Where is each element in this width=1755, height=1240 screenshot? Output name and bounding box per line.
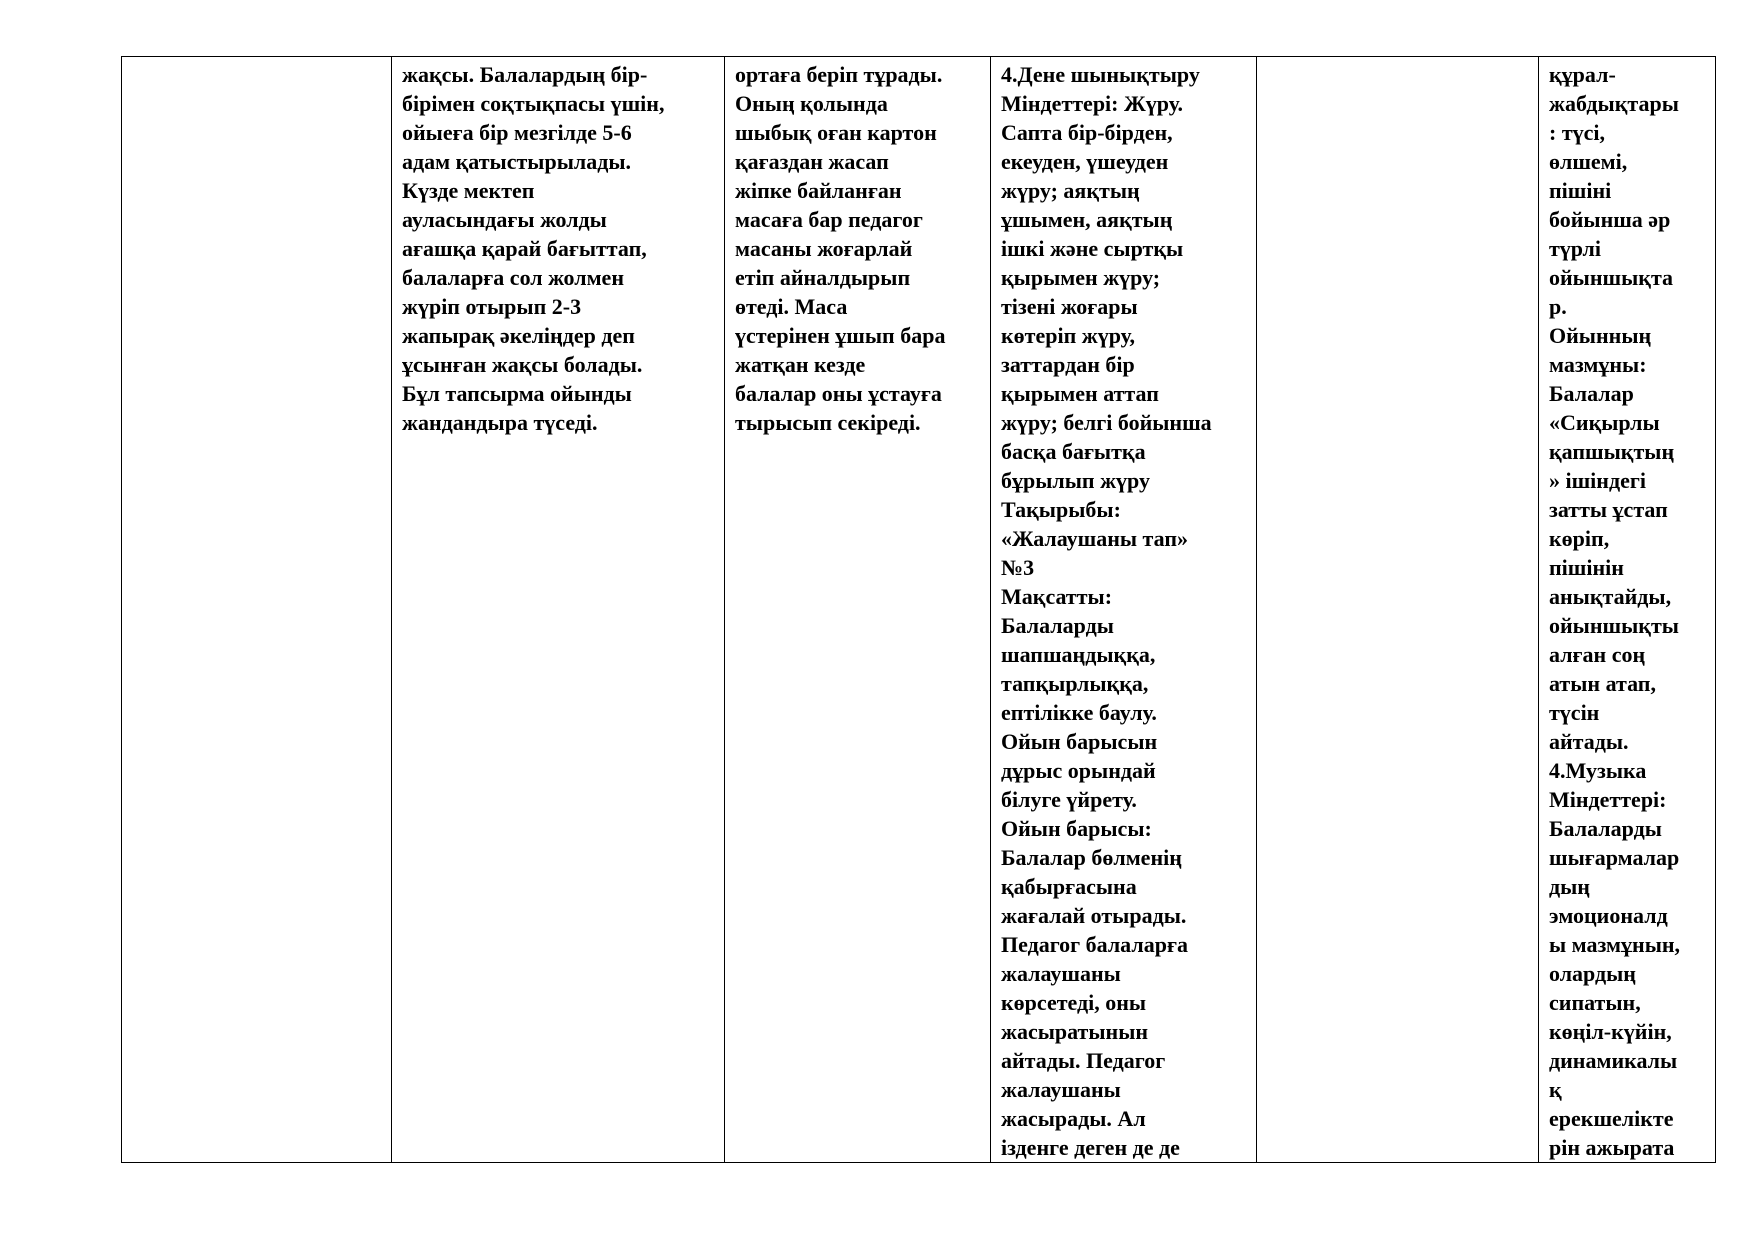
plan-table — [121, 56, 1716, 1163]
table-cell-col5 — [1257, 57, 1539, 1163]
cell-text: құрал- жабдықтары : түсі, өлшемі, пішіні бойынша әр түрлі ойыншықта р. Ойынның мазмұны: Балалар «Сиқырлы қапшықтың » ішіндегі затты ұстап көріп, пішінін анықтайды, ойыншықты алған соң атын атап, түсін айтады. 4.Музыка Міндеттері: Балаларды шығармалар дың эмоционалд ы мазмұнын, олардың сипатын, көңіл-күйін, динамикалы қ ерекшелікте рін ажырата — [1549, 62, 1681, 1160]
cell-text: ортаға беріп тұрады. Оның қолында шыбық оған картон қағаздан жасап жіпке байланған масаға бар педагог масаны жоғарлай етіп айналдырып өтеді. Маса үстерінен ұшып бара жатқан кезде балалар оны ұстауға тырысып секіреді. — [735, 62, 946, 435]
table-cell-col1 — [122, 57, 392, 1163]
table-cell-col6 — [1539, 57, 1716, 1163]
table-cell-col3 — [725, 57, 991, 1163]
table-row — [122, 57, 1716, 1163]
cell-text: жақсы. Балалардың бір- бірімен соқтықпасы үшін, ойыеға бір мезгілде 5-6 адам қатыстырылады. Күзде мектеп ауласындағы жолды ағашқа қарай бағыттап, балаларға сол жолмен жүріп отырып 2-3 жапырақ әкеліңдер деп ұсынған жақсы болады. Бұл тапсырма ойынды жандандыра түседі. — [402, 62, 665, 435]
table-cell-col2 — [392, 57, 725, 1163]
cell-text: 4.Дене шынықтыру Міндеттері: Жүру. Сапта бір-бірден, екеуден, үшеуден жүру; аяқтың ұшымен, аяқтың ішкі және сыртқы қырымен жүру; тізені жоғары көтеріп жүру, заттардан бір қырымен аттап жүру; белгі бойынша басқа бағытқа бұрылып жүру Тақырыбы: «Жалаушаны тап» №3 Мақсатты: Балаларды шапшаңдыққа, тапқырлыққа, ептілікке баулу. Ойын барысын дұрыс орындай білуге үйрету. Ойын барысы: Балалар бөлменің қабырғасына жағалай отырады. Педагог балаларға жалаушаны көрсетеді, оны жасыратынын айтады. Педагог жалаушаны жасырады. Ал ізденге деген де де — [1001, 62, 1212, 1160]
table-cell-col4 — [991, 57, 1257, 1163]
